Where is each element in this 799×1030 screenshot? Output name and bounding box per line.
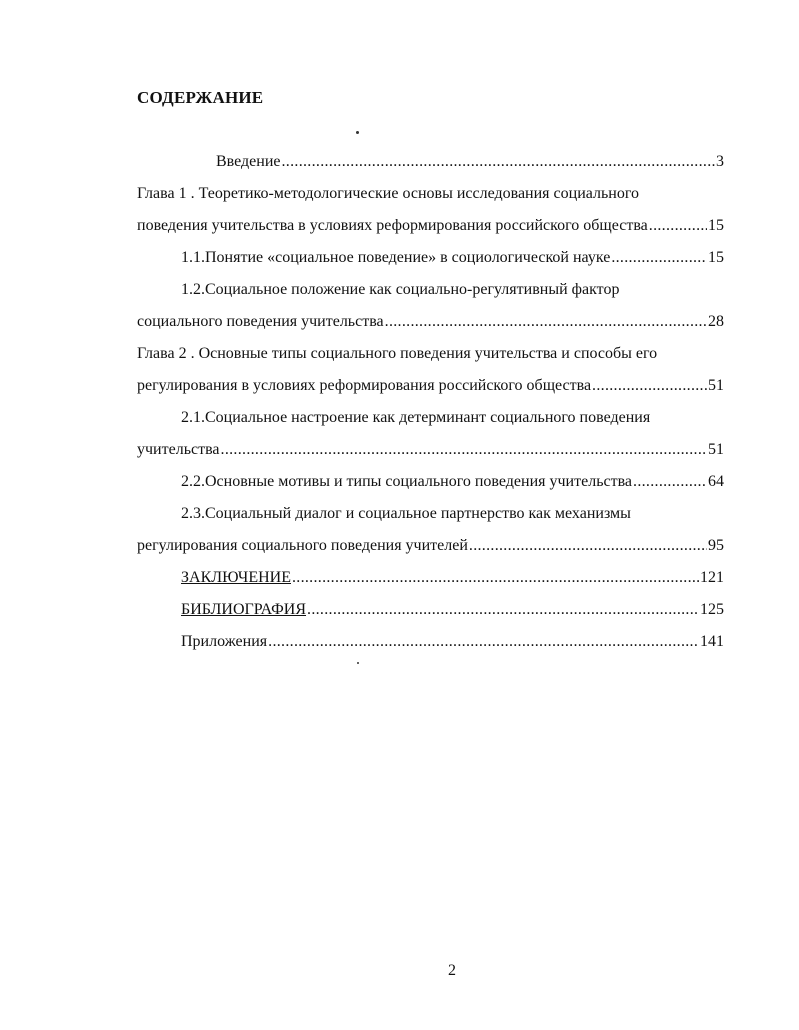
toc-section-2-3-line1: 2.3.Социальный диалог и социальное партнерство как механизмы (181, 505, 631, 522)
toc-page-number: 141 (700, 633, 724, 650)
toc-entry-text: Приложения (181, 633, 268, 650)
toc-section-2-1-line1: 2.1.Социальное настроение как детерминант социального поведения (181, 409, 651, 426)
toc-page-number: 15 (708, 217, 724, 234)
toc-entry-section-1-2 (137, 312, 724, 332)
toc-entry-text: 1.1.Понятие «социальное поведение» в социологической науке (181, 249, 611, 266)
toc-entry-text: учительства (137, 441, 220, 458)
toc-page-number: 121 (700, 569, 724, 586)
toc-entry-text: Введение (216, 153, 281, 170)
toc-entry-text: социального поведения учительства (137, 313, 384, 330)
toc-chapter2-line1: Глава 2 . Основные типы социального поведения учительства и способы его (137, 345, 658, 362)
toc-page-number: 125 (700, 601, 724, 618)
toc-page-number: 15 (708, 249, 724, 266)
toc-page-number: 95 (708, 537, 724, 554)
leader-dots (268, 632, 699, 652)
toc-entry-text: регулирования социального поведения учителей (137, 537, 468, 554)
toc-entry-intro (216, 152, 724, 172)
leader-dots (221, 440, 707, 460)
toc-entry-text: поведения учительства в условиях реформирования российского общества (137, 217, 648, 234)
leader-dots (385, 312, 707, 332)
toc-entry-chapter2 (137, 376, 724, 396)
toc-entry-text: 2.2.Основные мотивы и типы социального поведения учительства (181, 473, 633, 490)
leader-dots (611, 248, 707, 268)
page-title: СОДЕРЖАНИЕ (137, 88, 264, 107)
toc-page-number: 64 (708, 473, 724, 490)
toc-entry-section-2-2 (181, 472, 724, 492)
page-number: 2 (448, 962, 456, 979)
scan-speck (356, 131, 359, 134)
toc-entry-section-2-1 (137, 440, 724, 460)
leader-dots (469, 536, 707, 556)
toc-entry-conclusion (181, 568, 724, 588)
leader-dots (592, 376, 707, 396)
scan-speck (357, 662, 359, 664)
toc-entry-section-1-1 (181, 248, 724, 268)
toc-chapter1-line1: Глава 1 . Теоретико-методологические основы исследования социального (137, 185, 640, 202)
toc-entry-appendix (181, 632, 724, 652)
toc-page-number: 28 (708, 313, 724, 330)
toc-entry-text: ЗАКЛЮЧЕНИЕ (181, 569, 291, 586)
leader-dots (633, 472, 707, 492)
leader-dots (307, 600, 699, 620)
leader-dots (282, 152, 716, 172)
toc-entry-bibliography (181, 600, 724, 620)
leader-dots (292, 568, 699, 588)
toc-entry-text: регулирования в условиях реформирования российского общества (137, 377, 592, 394)
toc-entry-chapter1 (137, 216, 724, 236)
toc-page-number: 51 (708, 377, 724, 394)
toc-entry-section-2-3 (137, 536, 724, 556)
leader-dots (649, 216, 707, 236)
toc-section-1-2-line1: 1.2.Социальное положение как социально-регулятивный фактор (181, 281, 620, 298)
toc-entry-text: БИБЛИОГРАФИЯ (181, 601, 307, 618)
toc-page-number: 3 (716, 153, 724, 170)
toc-page-number: 51 (708, 441, 724, 458)
